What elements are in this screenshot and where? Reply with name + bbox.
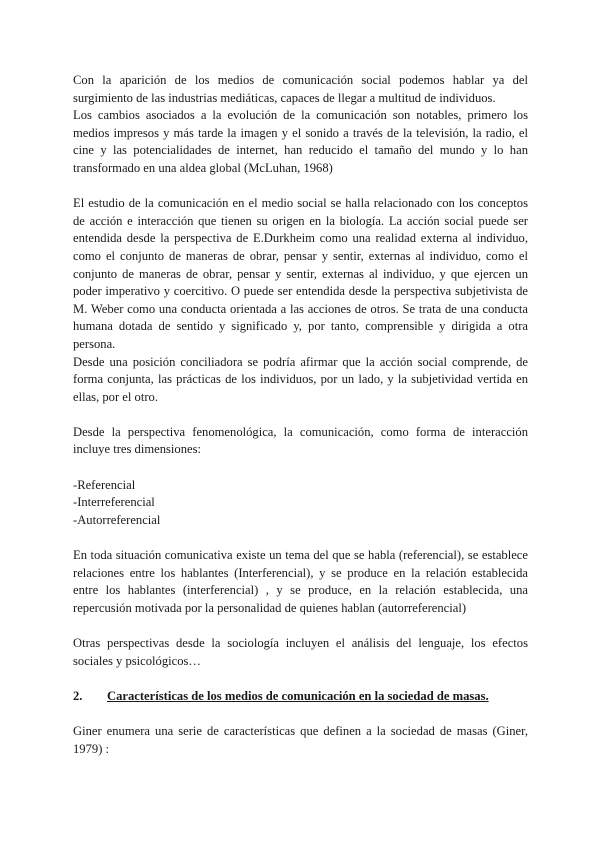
section-number: 2.	[73, 688, 83, 703]
dimensions-list	[73, 477, 528, 530]
list-item: -Referencial	[73, 477, 136, 492]
paragraph-accion-social: El estudio de la comunicación en el medio social se halla relacionado con los conceptos de acción e interacción que tienen su origen en la biología. La acción social puede ser entendida desde la perspectiva de E.Durkheim como una realidad externa al individuo, como el conjunto de maneras de obrar, pensar y sentir, externas al individuo, como el conjunto de maneras de obrar, pensar y sentir, externas al individuo, y que ejercen un poder imperativo y coercitivo. O puede ser entendida desde la perspectiva subjetivista de M. Weber como una conducta orientada a las acciones de otros. Se trata de una conducta humana dotada de sentido y significado y, por tanto, comprensible y dirigida a otra persona.	[73, 196, 528, 351]
list-item: -Interreferencial	[73, 495, 155, 510]
paragraph-perspectiva-fenomenologica: Desde la perspectiva fenomenológica, la comunicación, como forma de interacción incluye tres dimensiones:	[73, 424, 528, 457]
section-title: Características de los medios de comunicación en la sociedad de masas.	[107, 688, 489, 703]
paragraph-industrias-mediaticas: Con la aparición de los medios de comunicación social podemos hablar ya del surgimiento de las industrias mediáticas, capaces de llegar a multitud de individuos.	[73, 73, 528, 105]
section-heading	[73, 688, 528, 706]
paragraph-giner: Giner enumera una serie de características que definen a la sociedad de masas (Giner, 1979) :	[73, 723, 528, 756]
paragraph-situacion-comunicativa: En toda situación comunicativa existe un tema del que se habla (referencial), se establece relaciones entre los hablantes (Interferencial), y se produce en la relación establecida entre los hablantes (interferencial) , y se produce, en la relación establecida, una repercusión motivada por la personalidad de quienes hablan (autorreferencial)	[73, 548, 528, 615]
paragraph-cambios-comunicacion: Los cambios asociados a la evolución de la comunicación son notables, primero los medios impresos y más tarde la imagen y el sonido a través de la televisión, la radio, el cine y las potencialidades de internet, han reducido el tamaño del mundo y lo han transformado en una aldea global (McLuhan, 1968)	[73, 108, 528, 175]
list-item: -Autorreferencial	[73, 512, 161, 527]
paragraph-otras-perspectivas: Otras perspectivas desde la sociología incluyen el análisis del lenguaje, los efectos sociales y psicológicos…	[73, 636, 528, 668]
paragraph-posicion-conciliadora: Desde una posición conciliadora se podría afirmar que la acción social comprende, de forma conjunta, las prácticas de los individuos, por un lado, y la subjetividad vertida en ellas, por el otro.	[73, 354, 528, 404]
